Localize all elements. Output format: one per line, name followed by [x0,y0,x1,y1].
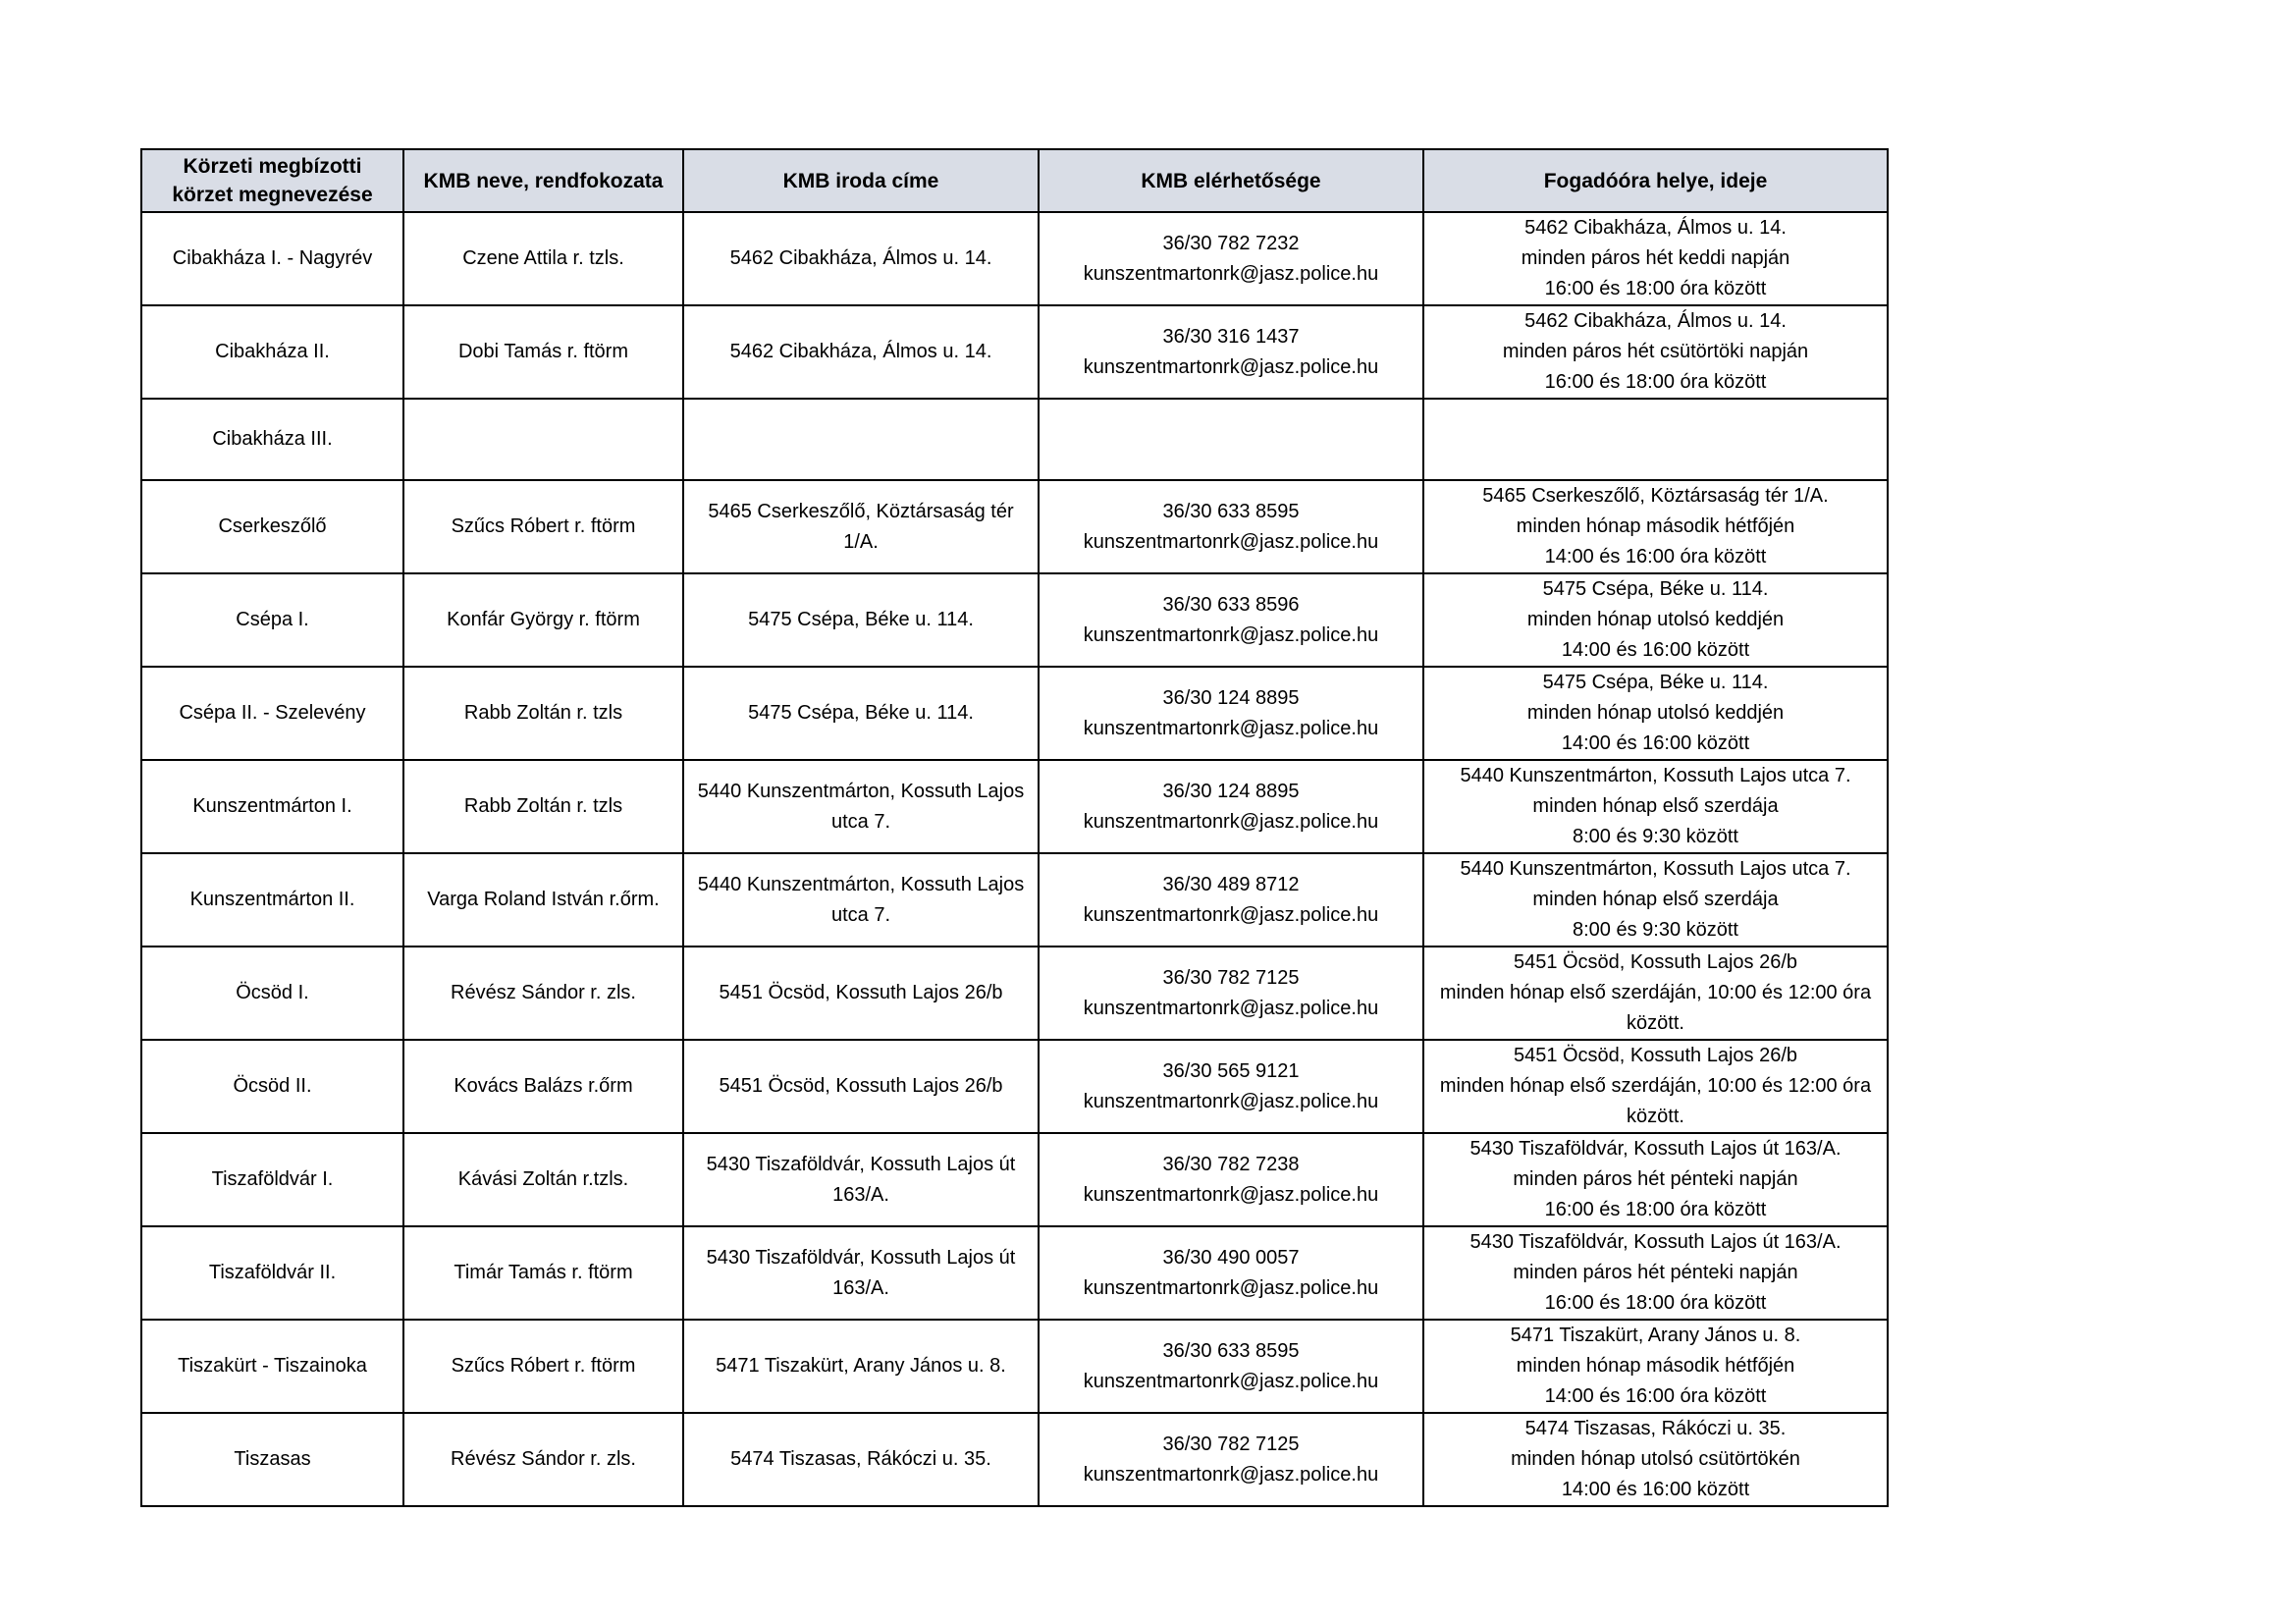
office-address-cell [683,1320,1039,1413]
office-hours-cell [1423,212,1888,305]
contact-line: kunszentmartonrk@jasz.police.hu [1083,810,1379,833]
contact-cell [1039,667,1423,760]
table-row [141,573,1888,667]
office-hours-line: 5475 Csépa, Béke u. 114. [1542,672,1769,693]
officer-name-cell: Révész Sándor r. zls. [403,947,683,1040]
office-address-line: utca 7. [830,810,891,833]
office-address-line: 5440 Kunszentmárton, Kossuth Lajos [697,780,1025,802]
district-cell: Tiszaföldvár II. [141,1226,403,1320]
contact-cell [1039,212,1423,305]
office-hours-cell [1423,573,1888,667]
contact-line: 36/30 782 7125 [1162,966,1300,989]
office-hours-line: 5430 Tiszaföldvár, Kossuth Lajos út 163/A. [1469,1138,1842,1160]
district-cell: Tiszasas [141,1413,403,1506]
officer-name-cell: Kovács Balázs r.őrm [403,1040,683,1133]
officer-name-cell: Czene Attila r. tzls. [403,212,683,305]
contact-line: 36/30 633 8596 [1162,593,1300,616]
header-text: Fogadóóra helye, ideje [1543,169,1768,192]
header-district [141,149,403,212]
office-hours-cell [1423,1413,1888,1506]
office-hours-line: 5471 Tiszakürt, Arany János u. 8. [1510,1325,1801,1346]
office-address-cell [683,947,1039,1040]
office-hours-line: 14:00 és 16:00 óra között [1544,1385,1767,1407]
table-header [141,149,1888,212]
officer-name-cell [403,399,683,480]
office-hours-cell [1423,480,1888,573]
header-contact [1039,149,1423,212]
contact-line: kunszentmartonrk@jasz.police.hu [1083,1276,1379,1299]
district-cell: Kunszentmárton II. [141,853,403,947]
office-hours-line: minden hónap első szerdája [1532,889,1779,910]
table-row [141,947,1888,1040]
office-hours-line: 5440 Kunszentmárton, Kossuth Lajos utca 7. [1460,765,1851,786]
table-row [141,480,1888,573]
office-address-line: 5462 Cibakháza, Álmos u. 14. [729,247,992,269]
officer-name-cell: Timár Tamás r. ftörm [403,1226,683,1320]
office-address-cell [683,399,1039,480]
table-row [141,1133,1888,1226]
district-cell: Öcsöd II. [141,1040,403,1133]
office-address-line: 5440 Kunszentmárton, Kossuth Lajos [697,873,1025,895]
contact-line: 36/30 124 8895 [1162,780,1300,802]
contact-line: 36/30 782 7232 [1162,232,1300,254]
office-address-cell [683,667,1039,760]
officer-name-cell: Szűcs Róbert r. ftörm [403,1320,683,1413]
office-hours-line: 14:00 és 16:00 között [1561,639,1750,661]
header-office [683,149,1039,212]
office-hours-line: 5440 Kunszentmárton, Kossuth Lajos utca 7. [1460,858,1851,880]
office-hours-line: minden páros hét keddi napján [1521,247,1790,269]
office-hours-line: minden páros hét pénteki napján [1513,1262,1798,1283]
contact-line: kunszentmartonrk@jasz.police.hu [1083,997,1379,1019]
district-cell: Cibakháza II. [141,305,403,399]
office-hours-line: között. [1627,1106,1684,1127]
office-hours-line: 5475 Csépa, Béke u. 114. [1542,578,1769,600]
office-address-line: 163/A. [832,1183,889,1206]
officer-name-cell: Dobi Tamás r. ftörm [403,305,683,399]
officer-name-cell: Rabb Zoltán r. tzls [403,667,683,760]
contact-cell [1039,399,1423,480]
office-address-cell [683,853,1039,947]
office-hours-cell [1423,1226,1888,1320]
office-hours-line: minden hónap utolsó csütörtökén [1511,1448,1800,1470]
office-hours-cell [1423,399,1888,480]
table-row [141,212,1888,305]
officer-name-cell: Szűcs Róbert r. ftörm [403,480,683,573]
office-address-cell [683,1413,1039,1506]
table-row [141,1413,1888,1506]
district-cell: Öcsöd I. [141,947,403,1040]
header-name [403,149,683,212]
district-cell: Tiszaföldvár I. [141,1133,403,1226]
district-cell: Kunszentmárton I. [141,760,403,853]
officer-name-cell: Rabb Zoltán r. tzls [403,760,683,853]
office-address-line: 5462 Cibakháza, Álmos u. 14. [729,341,992,362]
header-text: KMB neve, rendfokozata [423,169,664,192]
office-hours-line: minden hónap második hétfőjén [1516,515,1795,537]
contact-cell [1039,853,1423,947]
office-hours-line: minden páros hét csütörtöki napján [1502,341,1809,362]
header-text: KMB elérhetősége [1141,169,1321,192]
office-address-line: 5451 Öcsöd, Kossuth Lajos 26/b [719,982,1003,1003]
office-address-cell [683,1133,1039,1226]
header-row [141,149,1888,212]
office-hours-line: 5451 Öcsöd, Kossuth Lajos 26/b [1513,1045,1798,1066]
office-hours-line: minden páros hét pénteki napján [1513,1168,1798,1190]
table-row [141,1320,1888,1413]
office-hours-line: 14:00 és 16:00 között [1561,732,1750,754]
office-hours-line: 8:00 és 9:30 között [1572,826,1738,847]
office-address-cell [683,212,1039,305]
contact-line: 36/30 316 1437 [1162,325,1300,348]
office-hours-cell [1423,1040,1888,1133]
office-address-cell [683,760,1039,853]
table-body [141,212,1888,1506]
office-address-line: 5475 Csépa, Béke u. 114. [748,702,974,724]
office-address-cell [683,480,1039,573]
header-text: Körzeti megbízotti [183,155,362,178]
contact-line: 36/30 124 8895 [1162,686,1300,709]
contact-cell [1039,480,1423,573]
district-cell: Tiszakürt - Tiszainoka [141,1320,403,1413]
officer-name-cell: Révész Sándor r. zls. [403,1413,683,1506]
office-hours-cell [1423,667,1888,760]
contact-line: 36/30 782 7125 [1162,1433,1300,1455]
contact-line: kunszentmartonrk@jasz.police.hu [1083,355,1379,378]
officer-name-cell: Varga Roland István r.őrm. [403,853,683,947]
contact-line: kunszentmartonrk@jasz.police.hu [1083,1463,1379,1486]
district-cell: Csépa I. [141,573,403,667]
office-hours-line: 14:00 és 16:00 között [1561,1479,1750,1500]
kmb-table [140,148,1889,1507]
office-hours-line: 5474 Tiszasas, Rákóczi u. 35. [1524,1418,1787,1439]
table-row [141,1226,1888,1320]
office-hours-line: minden hónap első szerdáján, 10:00 és 12:00 óra [1439,1075,1872,1097]
officer-name-cell: Konfár György r. ftörm [403,573,683,667]
contact-line: kunszentmartonrk@jasz.police.hu [1083,530,1379,553]
contact-cell [1039,1320,1423,1413]
office-address-line: 5474 Tiszasas, Rákóczi u. 35. [730,1448,991,1470]
contact-line: 36/30 490 0057 [1162,1246,1300,1269]
contact-line: kunszentmartonrk@jasz.police.hu [1083,623,1379,646]
office-hours-line: 16:00 és 18:00 óra között [1544,1292,1767,1314]
district-cell: Cibakháza III. [141,399,403,480]
table-row [141,305,1888,399]
office-address-cell [683,1226,1039,1320]
header-hours [1423,149,1888,212]
office-address-line: 5471 Tiszakürt, Arany János u. 8. [716,1355,1006,1377]
office-hours-line: minden hónap első szerdája [1532,795,1779,817]
office-hours-line: 5462 Cibakháza, Álmos u. 14. [1524,310,1787,332]
office-address-line: 5430 Tiszaföldvár, Kossuth Lajos út [706,1246,1016,1269]
office-address-cell [683,573,1039,667]
office-address-line: 5430 Tiszaföldvár, Kossuth Lajos út [706,1153,1016,1175]
office-hours-line: minden hónap utolsó keddjén [1526,609,1785,630]
office-hours-cell [1423,1133,1888,1226]
office-hours-line: 8:00 és 9:30 között [1572,919,1738,941]
office-hours-line: 5462 Cibakháza, Álmos u. 14. [1524,217,1787,239]
header-text: körzet megnevezése [172,184,373,206]
contact-line: kunszentmartonrk@jasz.police.hu [1083,717,1379,739]
office-hours-cell [1423,760,1888,853]
contact-line: 36/30 633 8595 [1162,500,1300,522]
contact-cell [1039,1133,1423,1226]
contact-cell [1039,947,1423,1040]
office-hours-line: között. [1627,1012,1684,1034]
office-hours-line: minden hónap utolsó keddjén [1526,702,1785,724]
contact-cell [1039,1413,1423,1506]
office-address-line: 5475 Csépa, Béke u. 114. [748,609,974,630]
office-hours-line: minden hónap első szerdáján, 10:00 és 12:00 óra [1439,982,1872,1003]
office-address-line: 5465 Cserkeszőlő, Köztársaság tér [708,500,1014,522]
office-hours-line: minden hónap második hétfőjén [1516,1355,1795,1377]
office-address-line: utca 7. [830,903,891,926]
office-hours-cell [1423,1320,1888,1413]
contact-cell [1039,305,1423,399]
office-hours-line: 5465 Cserkeszőlő, Köztársaság tér 1/A. [1482,485,1829,507]
contact-line: kunszentmartonrk@jasz.police.hu [1083,1090,1379,1112]
contact-line: kunszentmartonrk@jasz.police.hu [1083,262,1379,285]
office-hours-line: 5451 Öcsöd, Kossuth Lajos 26/b [1513,951,1798,973]
office-address-line: 5451 Öcsöd, Kossuth Lajos 26/b [719,1075,1003,1097]
table-row [141,399,1888,480]
contact-line: 36/30 633 8595 [1162,1339,1300,1362]
office-hours-line: 16:00 és 18:00 óra között [1544,371,1767,393]
office-hours-cell [1423,305,1888,399]
header-text: KMB iroda címe [782,169,939,192]
table-row [141,1040,1888,1133]
office-hours-line: 14:00 és 16:00 óra között [1544,546,1767,568]
contact-cell [1039,1040,1423,1133]
contact-line: 36/30 489 8712 [1162,873,1300,895]
contact-line: 36/30 782 7238 [1162,1153,1300,1175]
office-hours-cell [1423,947,1888,1040]
contact-cell [1039,760,1423,853]
office-address-cell [683,305,1039,399]
office-address-line: 163/A. [832,1276,889,1299]
contact-cell [1039,573,1423,667]
district-cell: Cserkeszőlő [141,480,403,573]
office-address-cell [683,1040,1039,1133]
office-hours-line: 16:00 és 18:00 óra között [1544,278,1767,299]
officer-name-cell: Kávási Zoltán r.tzls. [403,1133,683,1226]
contact-line: kunszentmartonrk@jasz.police.hu [1083,903,1379,926]
district-cell: Cibakháza I. - Nagyrév [141,212,403,305]
table-row [141,667,1888,760]
office-hours-line: 5430 Tiszaföldvár, Kossuth Lajos út 163/A. [1469,1231,1842,1253]
contact-line: kunszentmartonrk@jasz.police.hu [1083,1370,1379,1392]
office-address-line: 1/A. [843,530,879,553]
contact-cell [1039,1226,1423,1320]
contact-line: 36/30 565 9121 [1162,1059,1300,1082]
office-hours-line: 16:00 és 18:00 óra között [1544,1199,1767,1220]
table-row [141,853,1888,947]
table-row [141,760,1888,853]
office-hours-cell [1423,853,1888,947]
contact-line: kunszentmartonrk@jasz.police.hu [1083,1183,1379,1206]
district-cell: Csépa II. - Szelevény [141,667,403,760]
